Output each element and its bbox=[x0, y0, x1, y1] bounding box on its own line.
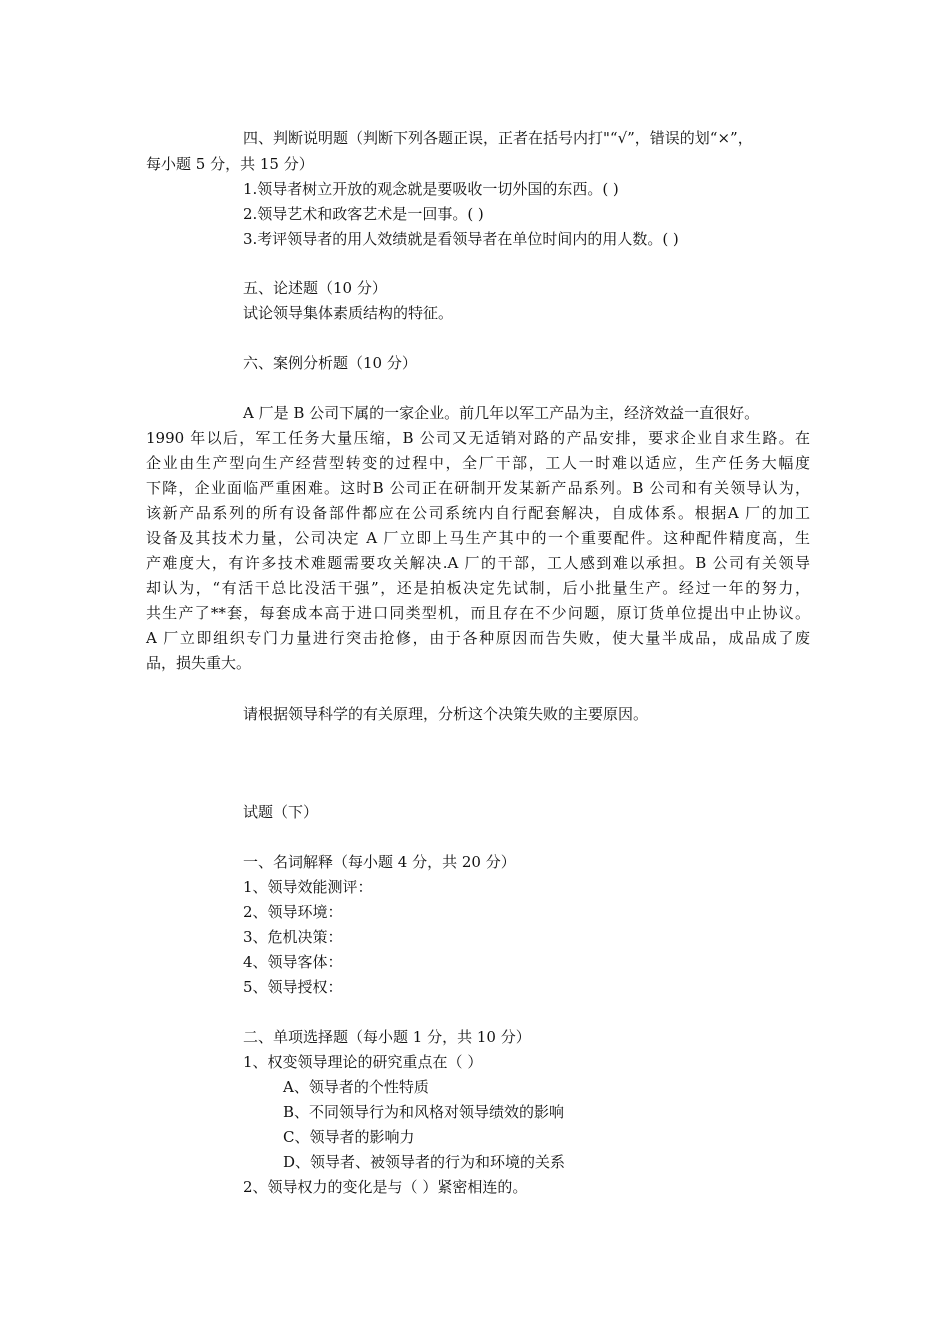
part-title: 试题（下） bbox=[243, 803, 319, 821]
case-line-3: 企业由生产型向生产经营型转变的过程中，全厂干部，工人一时难以适应，生产任务大幅度 bbox=[146, 454, 810, 472]
term-item-4: 4、领导客体： bbox=[243, 953, 343, 971]
case-line-6: 设备及其技术力量，公司决定 A 厂立即上马生产其中的一个重要配件。这种配件精度高，生 bbox=[146, 529, 810, 547]
section5-heading: 五、论述题（10 分） bbox=[243, 279, 387, 297]
term-item-3: 3、危机决策： bbox=[243, 928, 343, 946]
case-line-10: A 厂立即组织专门力量进行突击抢修，由于各种原因而告失败，使大量半成品，成品成了废 bbox=[146, 629, 810, 647]
choice-question-2: 2、领导权力的变化是与（ ）紧密相连的。 bbox=[243, 1178, 528, 1196]
section5-question: 试论领导集体素质结构的特征。 bbox=[243, 304, 454, 322]
choice-option-b: B、不同领导行为和风格对领导绩效的影响 bbox=[283, 1103, 565, 1121]
case-line-1: A 厂是 B 公司下属的一家企业。前几年以军工产品为主，经济效益一直很好。 bbox=[243, 404, 760, 422]
section6-heading: 六、案例分析题（10 分） bbox=[243, 354, 417, 372]
term-item-5: 5、领导授权： bbox=[243, 978, 343, 996]
case-line-2: 1990 年以后，军工任务大量压缩，B 公司又无适销对路的产品安排，要求企业自求生路。在 bbox=[146, 429, 810, 447]
p2-section2-heading: 二、单项选择题（每小题 1 分，共 10 分） bbox=[243, 1028, 531, 1046]
case-line-4: 下降，企业面临严重困难。这时B 公司正在研制开发某新产品系列。B 公司和有关领导认为， bbox=[146, 479, 810, 497]
section4-item-2: 2.领导艺术和政客艺术是一回事。( ) bbox=[243, 205, 484, 223]
case-line-11: 品，损失重大。 bbox=[146, 654, 252, 672]
section6-question: 请根据领导科学的有关原理，分析这个决策失败的主要原因。 bbox=[243, 705, 649, 723]
section4-item-3: 3.考评领导者的用人效绩就是看领导者在单位时间内的用人数。( ) bbox=[243, 230, 679, 248]
section4-heading-line1: 四、判断说明题（判断下列各题正误，正者在括号内打"“√”，错误的划“×”， bbox=[243, 129, 753, 147]
case-line-8: 却认为，“有活干总比没活干强”，还是拍板决定先试制，后小批量生产。经过一年的努力， bbox=[146, 579, 810, 597]
p2-section1-heading: 一、名词解释（每小题 4 分，共 20 分） bbox=[243, 853, 516, 871]
choice-option-a: A、领导者的个性特质 bbox=[283, 1078, 429, 1096]
case-line-9: 共生产了**套，每套成本高于进口同类型机，而且存在不少问题，原订货单位提出中止协议。 bbox=[146, 604, 810, 622]
choice-option-c: C、领导者的影响力 bbox=[283, 1128, 415, 1146]
choice-question-1: 1、权变领导理论的研究重点在（ ） bbox=[243, 1053, 483, 1071]
section4-item-1: 1.领导者树立开放的观念就是要吸收一切外国的东西。( ) bbox=[243, 180, 619, 198]
term-item-2: 2、领导环境： bbox=[243, 903, 343, 921]
case-line-7: 产难度大，有许多技术难题需要攻关解决.A 厂的干部，工人感到难以承担。B 公司有关领导 bbox=[146, 554, 810, 572]
section4-heading-line2: 每小题 5 分，共 15 分） bbox=[146, 155, 314, 173]
term-item-1: 1、领导效能测评： bbox=[243, 878, 373, 896]
choice-option-d: D、领导者、被领导者的行为和环境的关系 bbox=[283, 1153, 566, 1171]
case-line-5: 该新产品系列的所有设备部件都应在公司系统内自行配套解决，自成体系。根据A 厂的加工 bbox=[146, 504, 810, 522]
